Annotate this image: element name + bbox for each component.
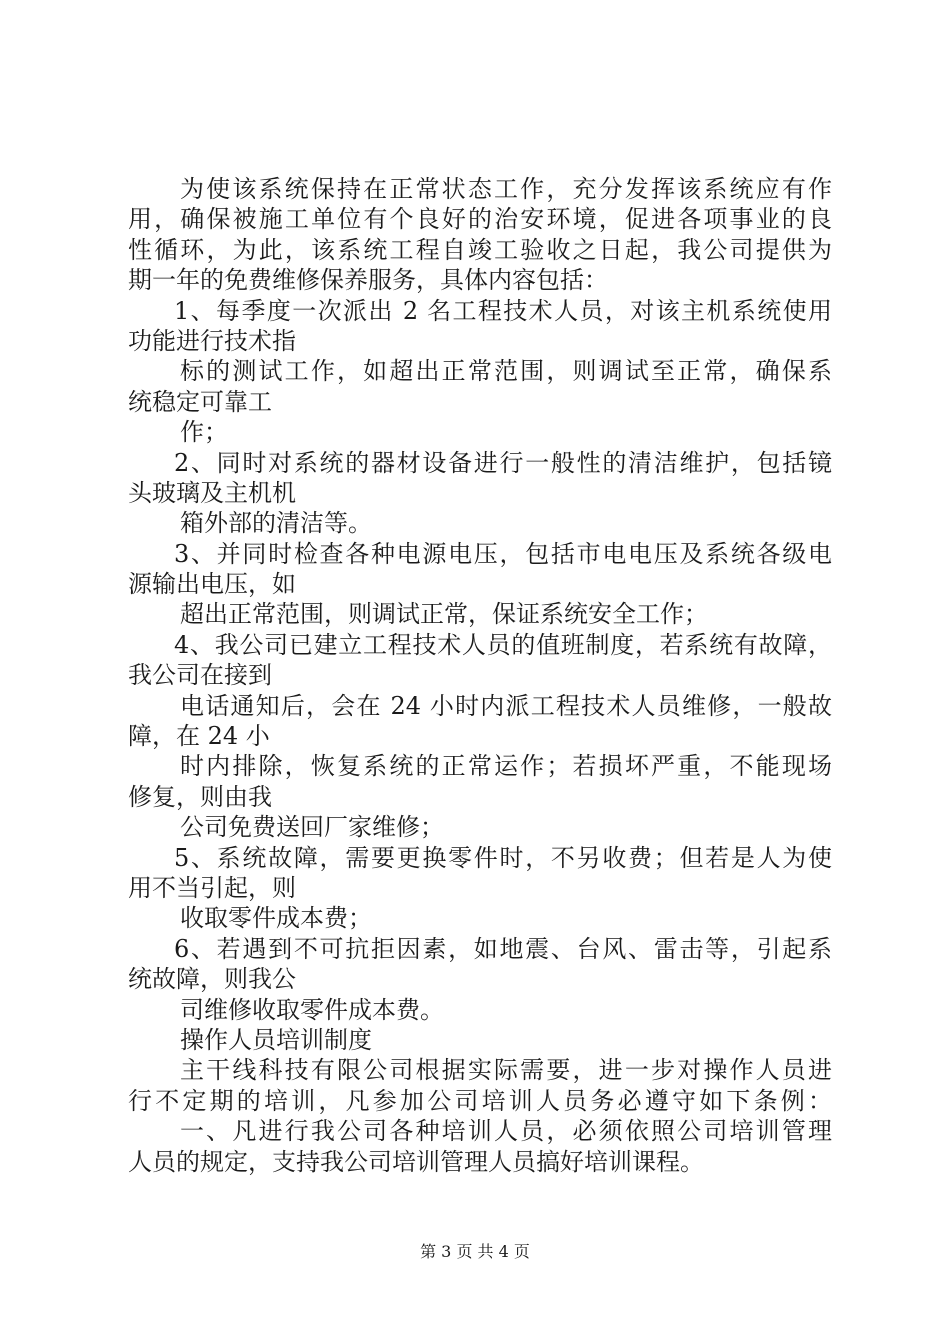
text-line: 电话通知后，会在 24 小时内派工程技术人员维修，一般故 [180, 691, 832, 720]
text-line: 司维修收取零件成本费。 [180, 995, 444, 1024]
text-line: 1、每季度一次派出 2 名工程技术人员，对该主机系统使用 [174, 296, 832, 325]
text-line: 性循环，为此，该系统工程自竣工验收之日起，我公司提供为 [128, 235, 832, 264]
text-line: 收取零件成本费； [180, 904, 372, 933]
text-line: 5、系统故障，需要更换零件时，不另收费；但若是人为使 [174, 843, 832, 872]
text-line: 为使该系统保持在正常状态工作，充分发挥该系统应有作 [180, 175, 832, 203]
text-line: 标的测试工作，如超出正常范围，则调试至正常，确保系 [180, 357, 832, 386]
text-line: 时内排除，恢复系统的正常运作；若损坏严重，不能现场 [180, 752, 832, 781]
text-line: 4、我公司已建立工程技术人员的值班制度，若系统有故障， [174, 630, 832, 659]
text-line: 6、若遇到不可抗拒因素，如地震、台风、雷击等，引起系 [174, 934, 832, 963]
text-line: 统稳定可靠工 [128, 387, 272, 416]
text-line: 统故障，则我公 [128, 965, 296, 994]
text-line: 超出正常范围，则调试正常，保证系统安全工作； [180, 600, 708, 629]
text-line: 源输出电压，如 [128, 570, 296, 599]
page-number: 第 3 页 共 4 页 [420, 1242, 530, 1261]
text-line: 期一年的免费维修保养服务，具体内容包括： [128, 266, 608, 295]
document-body [128, 174, 832, 1177]
text-line: 障，在 24 小 [128, 722, 270, 751]
text-line: 一、凡进行我公司各种培训人员，必须依照公司培训管理 [180, 1117, 832, 1146]
text-line: 头玻璃及主机机 [128, 478, 296, 507]
text-line: 公司免费送回厂家维修； [180, 813, 444, 842]
text-line: 我公司在接到 [128, 661, 272, 690]
text-line: 2、同时对系统的器材设备进行一般性的清洁维护，包括镜 [174, 448, 832, 477]
text-line: 修复，则由我 [128, 782, 272, 811]
text-line: 人员的规定，支持我公司培训管理人员搞好培训课程。 [128, 1147, 704, 1176]
section-heading: 操作人员培训制度 [180, 1025, 372, 1054]
page-footer [0, 1242, 950, 1262]
text-line: 主干线科技有限公司根据实际需要，进一步对操作人员进 [180, 1056, 832, 1085]
text-line: 作； [180, 418, 228, 447]
text-line: 行不定期的培训，凡参加公司培训人员务必遵守如下条例： [128, 1086, 832, 1115]
text-line: 箱外部的清洁等。 [180, 509, 372, 538]
text-line: 3、并同时检查各种电源电压，包括市电电压及系统各级电 [174, 539, 832, 568]
text-line: 功能进行技术指 [128, 326, 296, 355]
text-line: 用，确保被施工单位有个良好的治安环境，促进各项事业的良 [128, 205, 832, 234]
text-line: 用不当引起，则 [128, 873, 296, 902]
